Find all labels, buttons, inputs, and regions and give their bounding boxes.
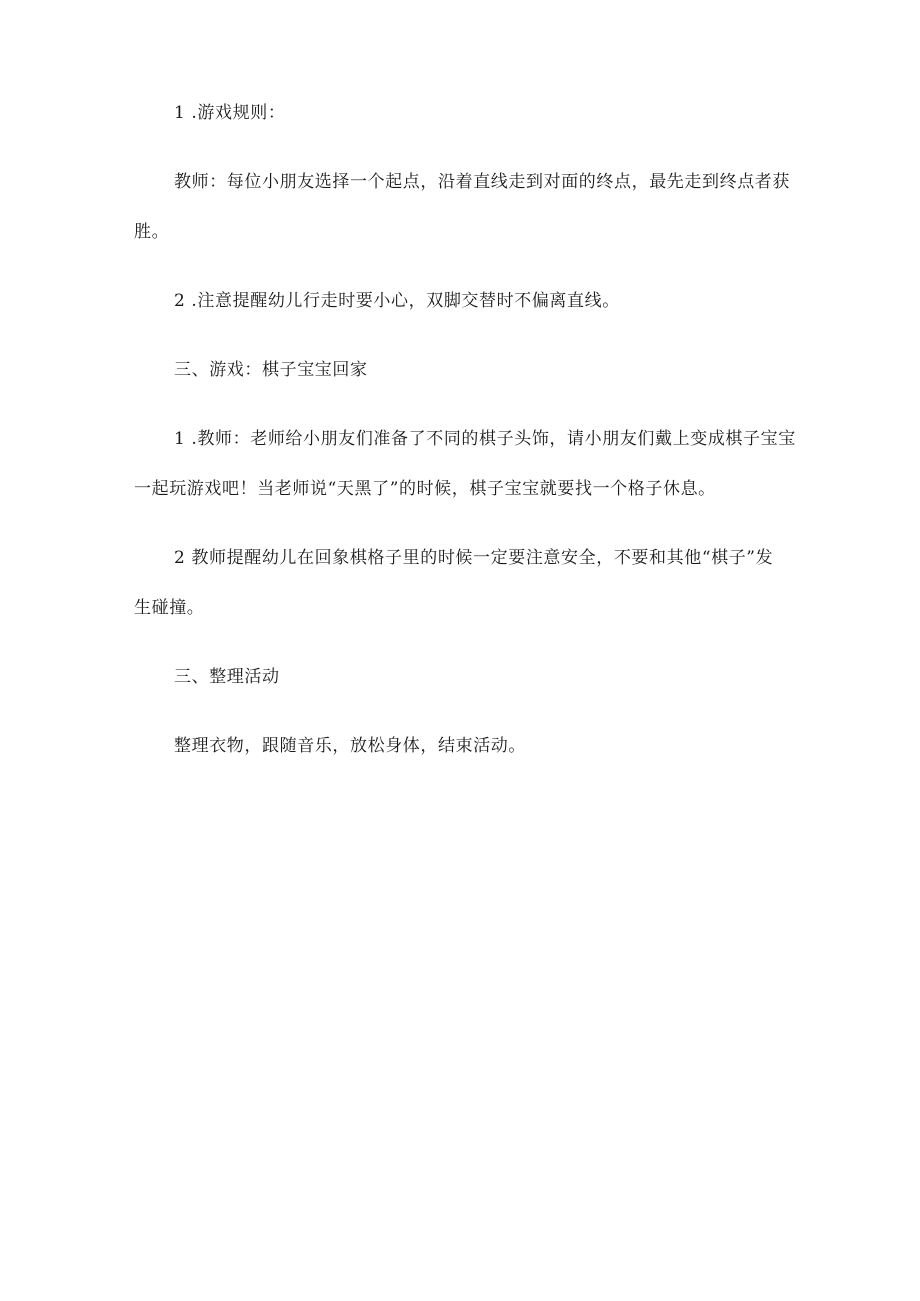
teacher-safety-line-1: 2 教师提醒幼儿在回象棋格子里的时候一定要注意安全，不要和其他“棋子”发 xyxy=(174,548,774,568)
teacher-rule-line-2: 胜。 xyxy=(134,222,170,242)
teacher-headwear-line-2: 一起玩游戏吧！当老师说“天黑了”的时候，棋子宝宝就要找一个格子休息。 xyxy=(134,479,716,499)
teacher-rule-paragraph xyxy=(134,157,838,257)
wrapup-heading: 三、整理活动 xyxy=(174,667,280,687)
teacher-headwear-paragraph xyxy=(134,414,838,514)
reminder-walk-paragraph: 2 .注意提醒幼儿行走时要小心，双脚交替时不偏离直线。 xyxy=(174,291,620,311)
teacher-headwear-line-1: 1 .教师：老师给小朋友们准备了不同的棋子头饰，请小朋友们戴上变成棋子宝宝 xyxy=(174,429,796,449)
game-heading: 三、游戏：棋子宝宝回家 xyxy=(174,360,368,380)
teacher-safety-paragraph xyxy=(134,533,838,633)
wrapup-body-paragraph: 整理衣物，跟随音乐，放松身体，结束活动。 xyxy=(174,736,526,756)
teacher-safety-line-2: 生碰撞。 xyxy=(134,598,205,618)
rules-heading: 1 .游戏规则： xyxy=(174,103,286,123)
teacher-rule-line-1: 教师：每位小朋友选择一个起点，沿着直线走到对面的终点，最先走到终点者获 xyxy=(174,172,790,192)
